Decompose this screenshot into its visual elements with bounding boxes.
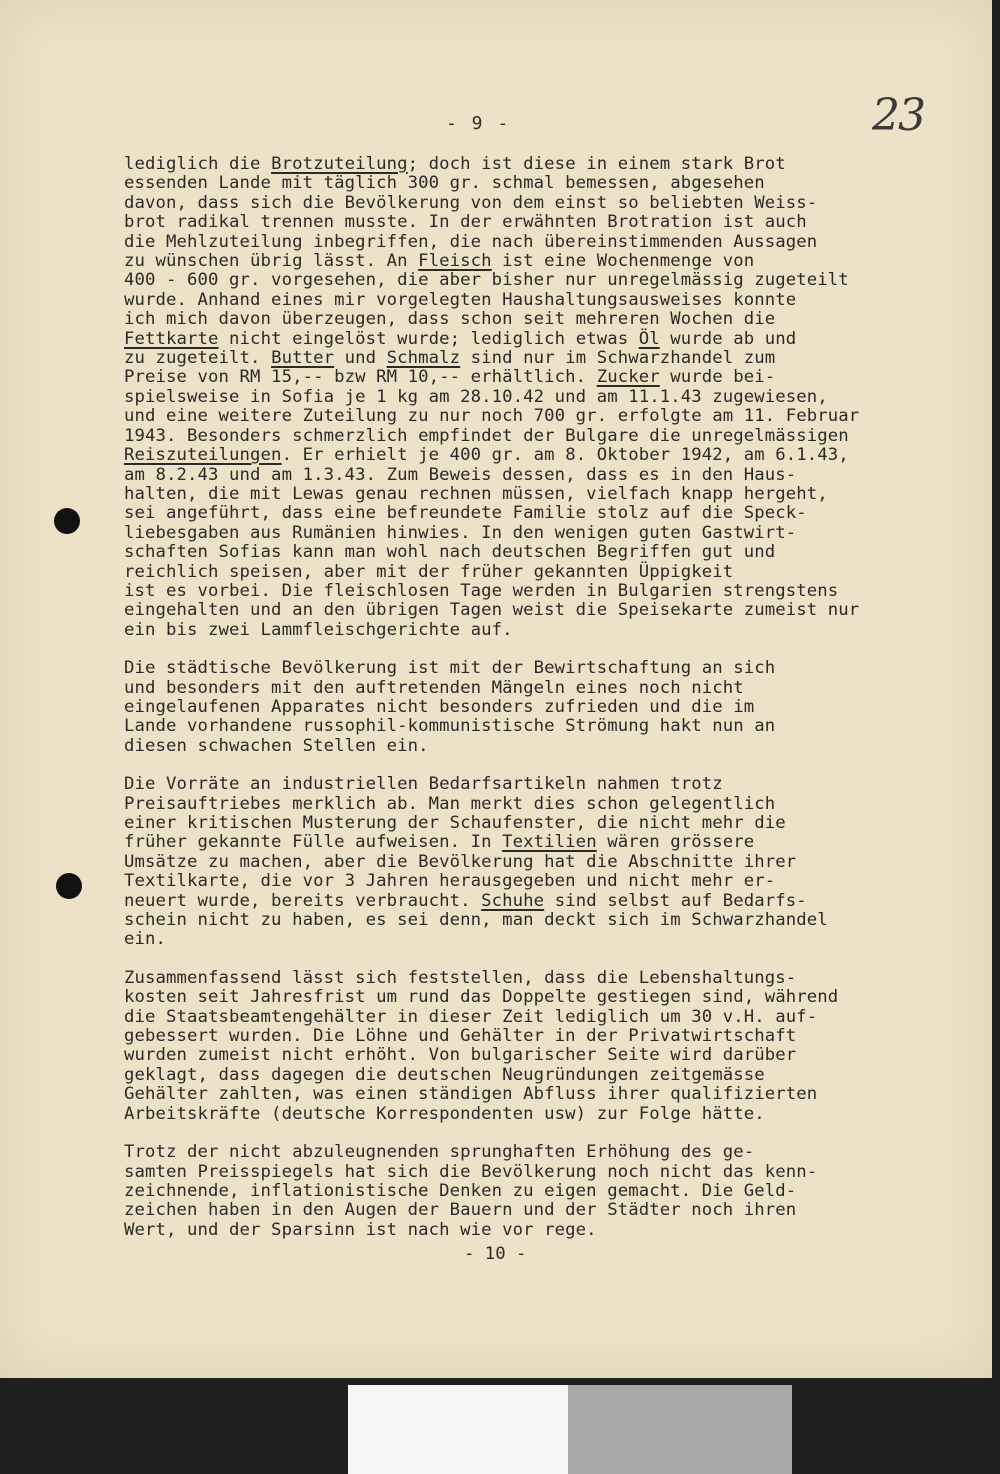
text-segment: Textilkarte, die vor 3 Jahren herausgegeben und nicht mehr er- bbox=[124, 871, 776, 892]
underlined-term: Brotzuteilung bbox=[271, 154, 408, 174]
text-segment: Gehälter zahlten, was einen ständigen Abfluss ihrer qualifizierten bbox=[124, 1084, 818, 1105]
text-line bbox=[124, 659, 974, 678]
text-line bbox=[124, 330, 974, 349]
text-line bbox=[124, 1182, 974, 1201]
text-segment: sind selbst auf Bedarfs- bbox=[544, 890, 807, 911]
text-segment: wurde ab und bbox=[659, 328, 797, 349]
text-segment: 400 - 600 gr. vorgesehen, die aber bisher nur unregelmässig zugeteilt bbox=[124, 270, 849, 291]
text-line bbox=[124, 407, 974, 426]
text-segment: 1943. Besonders schmerzlich empfindet der Bulgare die unregelmässigen bbox=[124, 425, 849, 446]
text-line bbox=[124, 775, 974, 794]
text-segment: ein bis zwei Lammfleischgerichte auf. bbox=[124, 619, 513, 640]
text-segment: gebessert wurden. Die Löhne und Gehälter in der Privatwirtschaft bbox=[124, 1026, 797, 1047]
text-line bbox=[124, 349, 974, 368]
underlined-term: Textilien bbox=[502, 832, 597, 853]
underlined-term: Schuhe bbox=[481, 890, 545, 911]
underlined-term: Zucker bbox=[596, 367, 660, 388]
text-line bbox=[124, 621, 974, 640]
text-line bbox=[124, 194, 974, 213]
text-line bbox=[124, 814, 974, 833]
punch-hole bbox=[56, 873, 82, 899]
text-segment: ist eine Wochenmenge von bbox=[491, 251, 755, 272]
text-line bbox=[124, 543, 974, 562]
text-segment: ein. bbox=[124, 929, 167, 950]
text-line bbox=[124, 271, 974, 290]
text-line bbox=[124, 795, 974, 814]
text-segment: Preise von RM 15,-- bzw RM 10,-- erhältlich. bbox=[124, 367, 597, 388]
text-segment: wären grössere bbox=[596, 832, 755, 853]
document-body bbox=[124, 155, 974, 1240]
text-segment: Die Vorräte an industriellen Bedarfsartikeln nahmen trotz bbox=[124, 774, 723, 795]
text-line bbox=[124, 388, 974, 407]
text-line bbox=[124, 582, 974, 601]
text-segment: Arbeitskräfte (deutsche Korrespondenten usw) zur Folge hätte. bbox=[124, 1103, 765, 1124]
text-line bbox=[124, 1143, 974, 1162]
text-line bbox=[124, 1066, 974, 1085]
text-segment: brot radikal trennen musste. In der erwähnten Brotration ist auch bbox=[124, 212, 807, 233]
paragraph bbox=[124, 969, 974, 1124]
text-line bbox=[124, 1105, 974, 1124]
text-segment: geklagt, dass dagegen die deutschen Neugründungen zeitgemässe bbox=[124, 1064, 765, 1085]
text-line bbox=[124, 679, 974, 698]
paragraph bbox=[124, 659, 974, 756]
text-segment: wurde bei- bbox=[659, 367, 776, 388]
text-segment: ; doch ist diese in einem stark Brot bbox=[407, 154, 786, 174]
text-segment: spielsweise in Sofia je 1 kg am 28.10.42 und am 11.1.43 zugewiesen, bbox=[124, 386, 828, 407]
text-line bbox=[124, 524, 974, 543]
underlined-term: Reiszuteilungen bbox=[124, 445, 282, 466]
text-segment: und besonders mit den auftretenden Mängeln eines noch nicht bbox=[124, 677, 744, 698]
text-segment: zu zugeteilt. bbox=[124, 348, 272, 369]
punch-hole bbox=[54, 508, 80, 534]
text-line bbox=[124, 969, 974, 988]
text-segment: eingehalten und an den übrigen Tagen weist die Speisekarte zumeist nur bbox=[124, 600, 860, 621]
text-line bbox=[124, 485, 974, 504]
text-segment: reichlich speisen, aber mit der früher gekannten Üppigkeit bbox=[124, 561, 734, 582]
text-segment: lediglich die bbox=[124, 154, 272, 174]
text-line bbox=[124, 930, 974, 949]
paragraph-gap bbox=[124, 756, 974, 775]
text-segment: Trotz der nicht abzuleugnenden sprunghaften Erhöhung des ge- bbox=[124, 1142, 755, 1163]
text-line bbox=[124, 213, 974, 232]
text-segment: schein nicht zu haben, es sei denn, man deckt sich im Schwarzhandel bbox=[124, 910, 828, 931]
text-segment: Zusammenfassend lässt sich feststellen, dass die Lebenshaltungs- bbox=[124, 967, 797, 988]
text-segment: eingelaufenen Apparates nicht besonders zufrieden und die im bbox=[124, 696, 755, 717]
text-line bbox=[124, 1221, 974, 1240]
text-line bbox=[124, 446, 974, 465]
underlined-term: Butter bbox=[271, 348, 335, 369]
text-line bbox=[124, 233, 974, 252]
paragraph bbox=[124, 1143, 974, 1240]
scan-calibration-white bbox=[348, 1385, 568, 1474]
text-segment: und bbox=[334, 348, 387, 369]
text-segment: früher gekannte Fülle aufweisen. In bbox=[124, 832, 503, 853]
text-segment: halten, die mit Lewas genau rechnen müssen, vielfach knapp hergeht, bbox=[124, 483, 828, 504]
text-line bbox=[124, 911, 974, 930]
text-segment: Lande vorhandene russophil-kommunistische Strömung hakt nun an bbox=[124, 716, 776, 737]
text-line bbox=[124, 291, 974, 310]
text-segment: Die städtische Bevölkerung ist mit der Bewirtschaftung an sich bbox=[124, 658, 776, 679]
text-segment: am 8.2.43 und am 1.3.43. Zum Beweis dessen, dass es in den Haus- bbox=[124, 464, 797, 485]
underlined-term: Fleisch bbox=[418, 251, 492, 272]
text-line bbox=[124, 1163, 974, 1182]
text-line bbox=[124, 698, 974, 717]
text-line bbox=[124, 174, 974, 193]
text-line bbox=[124, 833, 974, 852]
text-line bbox=[124, 853, 974, 872]
text-line bbox=[124, 601, 974, 620]
text-line bbox=[124, 892, 974, 911]
handwritten-folio-number: 23 bbox=[872, 90, 924, 141]
text-segment: . Er erhielt je 400 gr. am 8. Oktober 1942, am 6.1.43, bbox=[281, 445, 849, 466]
text-segment: wurden zumeist nicht erhöht. Von bulgarischer Seite wird darüber bbox=[124, 1045, 797, 1066]
text-segment: und eine weitere Zuteilung zu nur noch 700 gr. erfolgte am 11. Februar bbox=[124, 406, 860, 427]
scan-calibration-grey bbox=[568, 1385, 792, 1474]
text-line bbox=[124, 252, 974, 271]
text-segment: die Staatsbeamtengehälter in dieser Zeit lediglich um 30 v.H. auf- bbox=[124, 1006, 818, 1027]
paragraph-gap bbox=[124, 640, 974, 659]
text-line bbox=[124, 563, 974, 582]
text-line bbox=[124, 504, 974, 523]
text-line bbox=[124, 155, 974, 174]
text-line bbox=[124, 310, 974, 329]
text-segment: sind nur im Schwarzhandel zum bbox=[460, 348, 776, 369]
text-line bbox=[124, 872, 974, 891]
paragraph bbox=[124, 155, 974, 640]
text-segment: neuert wurde, bereits verbraucht. bbox=[124, 890, 482, 911]
paragraph-gap bbox=[124, 950, 974, 969]
text-segment: Preisauftriebes merklich ab. Man merkt dies schon gelegentlich bbox=[124, 793, 776, 814]
text-line bbox=[124, 988, 974, 1007]
text-line bbox=[124, 737, 974, 756]
text-line bbox=[124, 1008, 974, 1027]
text-segment: nicht eingelöst wurde; lediglich etwas bbox=[218, 328, 639, 349]
text-segment: liebesgaben aus Rumänien hinwies. In den wenigen guten Gastwirt- bbox=[124, 522, 797, 543]
text-line bbox=[124, 427, 974, 446]
text-line bbox=[124, 717, 974, 736]
text-segment: schaften Sofias kann man wohl nach deutschen Begriffen gut und bbox=[124, 542, 776, 563]
text-segment: diesen schwachen Stellen ein. bbox=[124, 735, 429, 756]
text-segment: sei angeführt, dass eine befreundete Familie stolz auf die Speck- bbox=[124, 503, 807, 524]
text-line bbox=[124, 368, 974, 387]
paragraph bbox=[124, 775, 974, 950]
underlined-term: Fettkarte bbox=[124, 328, 219, 349]
text-line bbox=[124, 1201, 974, 1220]
text-segment: einer kritischen Musterung der Schaufenster, die nicht mehr die bbox=[124, 813, 786, 833]
text-line bbox=[124, 1027, 974, 1046]
text-line bbox=[124, 466, 974, 485]
text-segment: samten Preisspiegels hat sich die Bevölkerung noch nicht das kenn- bbox=[124, 1161, 818, 1182]
underlined-term: Öl bbox=[638, 328, 660, 349]
text-segment: zu wünschen übrig lässt. An bbox=[124, 251, 419, 272]
paragraph-gap bbox=[124, 1124, 974, 1143]
underlined-term: Schmalz bbox=[386, 348, 461, 369]
text-segment: ist es vorbei. Die fleischlosen Tage werden in Bulgarien strengstens bbox=[124, 580, 839, 601]
text-segment: zeichnende, inflationistische Denken zu eigen gemacht. Die Geld- bbox=[124, 1180, 797, 1201]
text-segment: kosten seit Jahresfrist um rund das Doppelte gestiegen sind, während bbox=[124, 987, 839, 1008]
page-number-top: - 9 - bbox=[446, 113, 511, 134]
text-segment: zeichen haben in den Augen der Bauern und der Städter noch ihren bbox=[124, 1200, 797, 1221]
text-segment: wurde. Anhand eines mir vorgelegten Haushaltungsausweises konnte bbox=[124, 289, 797, 310]
text-segment: essenden Lande mit täglich 300 gr. schmal bemessen, abgesehen bbox=[124, 173, 765, 194]
text-line bbox=[124, 1046, 974, 1065]
text-segment: davon, dass sich die Bevölkerung von dem einst so beliebten Weiss- bbox=[124, 192, 818, 213]
text-segment: die Mehlzuteilung inbegriffen, die nach übereinstimmenden Aussagen bbox=[124, 231, 818, 252]
text-segment: ich mich davon überzeugen, dass schon seit mehreren Wochen die bbox=[124, 309, 776, 330]
text-segment: Umsätze zu machen, aber die Bevölkerung hat die Abschnitte ihrer bbox=[124, 851, 797, 872]
text-segment: Wert, und der Sparsinn ist nach wie vor rege. bbox=[124, 1219, 597, 1240]
text-line bbox=[124, 1085, 974, 1104]
page-number-bottom: - 10 - bbox=[464, 1244, 527, 1264]
